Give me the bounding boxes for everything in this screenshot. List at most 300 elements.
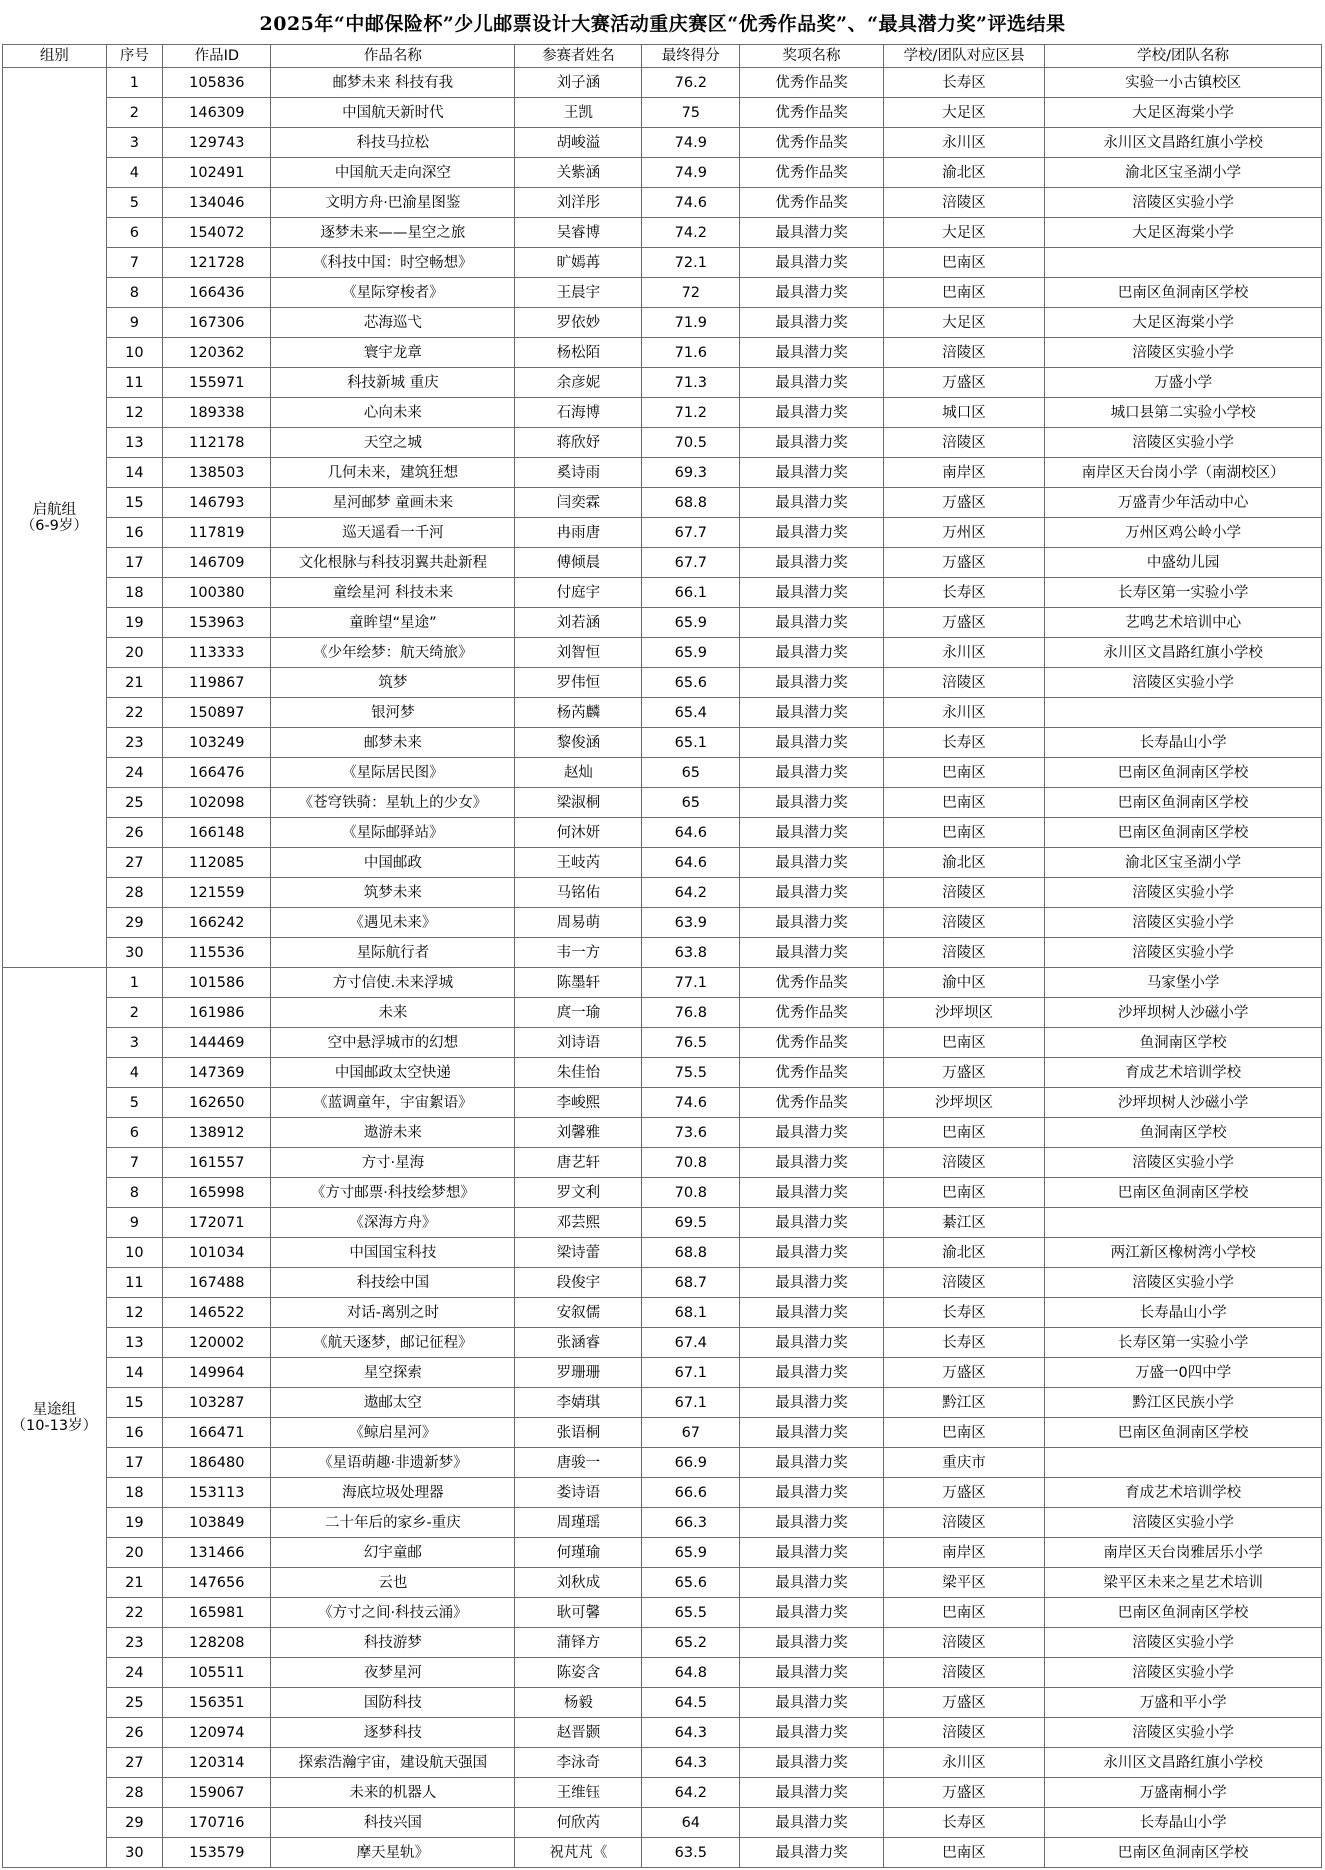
award-cell: 最具潜力奖 [740, 278, 884, 308]
seq-cell: 20 [106, 1538, 163, 1568]
district-cell: 万盛区 [883, 548, 1044, 578]
school-cell: 涪陵区实验小学 [1045, 908, 1322, 938]
seq-cell: 28 [106, 878, 163, 908]
table-row [3, 488, 1322, 518]
column-header-seq: 序号 [106, 45, 163, 68]
seq-cell: 6 [106, 1118, 163, 1148]
award-cell: 最具潜力奖 [740, 758, 884, 788]
table-row [3, 278, 1322, 308]
work-title-cell: 《科技中国：时空畅想》 [271, 248, 515, 278]
work-title-cell: 中国航天新时代 [271, 98, 515, 128]
score-cell: 68.8 [642, 1238, 740, 1268]
work-id-cell: 121559 [163, 878, 271, 908]
seq-cell: 15 [106, 1388, 163, 1418]
work-title-cell: 科技绘中国 [271, 1268, 515, 1298]
school-cell: 大足区海棠小学 [1045, 308, 1322, 338]
table-row [3, 938, 1322, 968]
participant-cell: 张涵睿 [515, 1328, 642, 1358]
participant-cell: 闫奕霖 [515, 488, 642, 518]
seq-cell: 20 [106, 638, 163, 668]
work-title-cell: 中国邮政 [271, 848, 515, 878]
seq-cell: 19 [106, 1508, 163, 1538]
seq-cell: 18 [106, 1478, 163, 1508]
award-cell: 最具潜力奖 [740, 1598, 884, 1628]
work-id-cell: 146709 [163, 548, 271, 578]
work-title-cell: 逐梦未来——星空之旅 [271, 218, 515, 248]
district-cell: 涪陵区 [883, 908, 1044, 938]
work-title-cell: 幻宇童邮 [271, 1538, 515, 1568]
work-title-cell: 中国航天走向深空 [271, 158, 515, 188]
seq-cell: 21 [106, 1568, 163, 1598]
participant-cell: 杨松陌 [515, 338, 642, 368]
table-row [3, 848, 1322, 878]
school-cell: 渝北区宝圣湖小学 [1045, 158, 1322, 188]
score-cell: 64.3 [642, 1748, 740, 1778]
district-cell: 长寿区 [883, 728, 1044, 758]
district-cell: 大足区 [883, 308, 1044, 338]
work-id-cell: 101586 [163, 968, 271, 998]
table-row [3, 1448, 1322, 1478]
table-row [3, 1778, 1322, 1808]
work-title-cell: 童眸望“星途” [271, 608, 515, 638]
header-row [3, 45, 1322, 68]
work-title-cell: 方寸信使.未来浮城 [271, 968, 515, 998]
district-cell: 大足区 [883, 218, 1044, 248]
work-id-cell: 166148 [163, 818, 271, 848]
participant-cell: 陈墨轩 [515, 968, 642, 998]
work-id-cell: 150897 [163, 698, 271, 728]
table-row [3, 1028, 1322, 1058]
score-cell: 76.8 [642, 998, 740, 1028]
participant-cell: 王岐芮 [515, 848, 642, 878]
participant-cell: 刘智恒 [515, 638, 642, 668]
seq-cell: 9 [106, 308, 163, 338]
work-id-cell: 120314 [163, 1748, 271, 1778]
school-cell: 艺鸣艺术培训中心 [1045, 608, 1322, 638]
participant-cell: 刘秋成 [515, 1568, 642, 1598]
seq-cell: 26 [106, 818, 163, 848]
school-cell: 巴南区鱼洞南区学校 [1045, 278, 1322, 308]
table-row [3, 1058, 1322, 1088]
score-cell: 63.5 [642, 1838, 740, 1868]
work-title-cell: 筑梦未来 [271, 878, 515, 908]
table-row [3, 698, 1322, 728]
seq-cell: 14 [106, 458, 163, 488]
participant-cell: 蒋欣妤 [515, 428, 642, 458]
work-title-cell: 天空之城 [271, 428, 515, 458]
award-cell: 最具潜力奖 [740, 1328, 884, 1358]
participant-cell: 罗依妙 [515, 308, 642, 338]
participant-cell: 罗珊珊 [515, 1358, 642, 1388]
participant-cell: 周瑾瑶 [515, 1508, 642, 1538]
work-title-cell: 摩天星轨》 [271, 1838, 515, 1868]
seq-cell: 14 [106, 1358, 163, 1388]
participant-cell: 黎俊涵 [515, 728, 642, 758]
score-cell: 76.5 [642, 1028, 740, 1058]
work-id-cell: 147656 [163, 1568, 271, 1598]
score-cell: 74.6 [642, 1088, 740, 1118]
school-cell [1045, 248, 1322, 278]
score-cell: 65 [642, 758, 740, 788]
district-cell: 涪陵区 [883, 188, 1044, 218]
school-cell: 涪陵区实验小学 [1045, 668, 1322, 698]
participant-cell: 邓芸熙 [515, 1208, 642, 1238]
school-cell: 巴南区鱼洞南区学校 [1045, 1598, 1322, 1628]
district-cell: 巴南区 [883, 1028, 1044, 1058]
district-cell: 涪陵区 [883, 1148, 1044, 1178]
district-cell: 綦江区 [883, 1208, 1044, 1238]
work-title-cell: 《鲸启星河》 [271, 1418, 515, 1448]
award-cell: 优秀作品奖 [740, 128, 884, 158]
work-title-cell: 探索浩瀚宇宙，建设航天强国 [271, 1748, 515, 1778]
work-title-cell: 未来 [271, 998, 515, 1028]
table-row [3, 68, 1322, 98]
participant-cell: 余彦妮 [515, 368, 642, 398]
award-cell: 最具潜力奖 [740, 1808, 884, 1838]
school-cell: 巴南区鱼洞南区学校 [1045, 1418, 1322, 1448]
score-cell: 63.8 [642, 938, 740, 968]
district-cell: 长寿区 [883, 1328, 1044, 1358]
award-cell: 最具潜力奖 [740, 938, 884, 968]
work-title-cell: 国防科技 [271, 1688, 515, 1718]
seq-cell: 27 [106, 1748, 163, 1778]
work-id-cell: 161557 [163, 1148, 271, 1178]
seq-cell: 17 [106, 548, 163, 578]
table-row [3, 998, 1322, 1028]
school-cell: 南岸区天台岗雅居乐小学 [1045, 1538, 1322, 1568]
score-cell: 65.9 [642, 638, 740, 668]
school-cell: 长寿晶山小学 [1045, 1298, 1322, 1328]
school-cell: 涪陵区实验小学 [1045, 878, 1322, 908]
participant-cell: 李峻熙 [515, 1088, 642, 1118]
seq-cell: 8 [106, 278, 163, 308]
school-cell: 永川区文昌路红旗小学校 [1045, 128, 1322, 158]
school-cell: 黔江区民族小学 [1045, 1388, 1322, 1418]
school-cell: 涪陵区实验小学 [1045, 1508, 1322, 1538]
table-row [3, 968, 1322, 998]
school-cell: 长寿区第一实验小学 [1045, 1328, 1322, 1358]
score-cell: 74.9 [642, 158, 740, 188]
award-cell: 最具潜力奖 [740, 1358, 884, 1388]
award-cell: 最具潜力奖 [740, 428, 884, 458]
table-row [3, 1688, 1322, 1718]
group-age-range: （10-13岁） [11, 1417, 98, 1434]
table-row [3, 668, 1322, 698]
seq-cell: 12 [106, 398, 163, 428]
score-cell: 67 [642, 1418, 740, 1448]
table-row [3, 368, 1322, 398]
seq-cell: 23 [106, 728, 163, 758]
district-cell: 涪陵区 [883, 668, 1044, 698]
work-id-cell: 153579 [163, 1838, 271, 1868]
table-row [3, 1598, 1322, 1628]
score-cell: 68.1 [642, 1298, 740, 1328]
column-header-work-id: 作品ID [163, 45, 271, 68]
work-title-cell: 未来的机器人 [271, 1778, 515, 1808]
work-id-cell: 102491 [163, 158, 271, 188]
work-id-cell: 117819 [163, 518, 271, 548]
award-cell: 最具潜力奖 [740, 1748, 884, 1778]
participant-cell: 吴睿博 [515, 218, 642, 248]
table-row [3, 1118, 1322, 1148]
seq-cell: 2 [106, 98, 163, 128]
score-cell: 64.3 [642, 1718, 740, 1748]
group-label [3, 968, 107, 1868]
table-row [3, 1418, 1322, 1448]
work-title-cell: 星空探索 [271, 1358, 515, 1388]
award-cell: 最具潜力奖 [740, 368, 884, 398]
score-cell: 71.9 [642, 308, 740, 338]
work-id-cell: 129743 [163, 128, 271, 158]
table-row [3, 1298, 1322, 1328]
score-cell: 76.2 [642, 68, 740, 98]
seq-cell: 24 [106, 1658, 163, 1688]
participant-cell: 张语桐 [515, 1418, 642, 1448]
work-title-cell: 二十年后的家乡-重庆 [271, 1508, 515, 1538]
work-title-cell: 筑梦 [271, 668, 515, 698]
work-title-cell: 《苍穹铁骑：星轨上的少女》 [271, 788, 515, 818]
school-cell: 渝北区宝圣湖小学 [1045, 848, 1322, 878]
participant-cell: 唐骏一 [515, 1448, 642, 1478]
participant-cell: 罗文利 [515, 1178, 642, 1208]
table-row [3, 398, 1322, 428]
participant-cell: 奚诗雨 [515, 458, 642, 488]
score-cell: 64.8 [642, 1658, 740, 1688]
work-id-cell: 186480 [163, 1448, 271, 1478]
score-cell: 65.5 [642, 1598, 740, 1628]
school-cell: 万盛南桐小学 [1045, 1778, 1322, 1808]
work-id-cell: 144469 [163, 1028, 271, 1058]
seq-cell: 25 [106, 1688, 163, 1718]
work-title-cell: 《遇见未来》 [271, 908, 515, 938]
work-title-cell: 空中悬浮城市的幻想 [271, 1028, 515, 1058]
seq-cell: 7 [106, 1148, 163, 1178]
score-cell: 71.2 [642, 398, 740, 428]
participant-cell: 赵晋颢 [515, 1718, 642, 1748]
work-title-cell: 《方寸邮票·科技绘梦想》 [271, 1178, 515, 1208]
work-id-cell: 165998 [163, 1178, 271, 1208]
group-label [3, 68, 107, 968]
work-id-cell: 119867 [163, 668, 271, 698]
award-cell: 最具潜力奖 [740, 608, 884, 638]
work-id-cell: 162650 [163, 1088, 271, 1118]
table-row [3, 1268, 1322, 1298]
school-cell: 涪陵区实验小学 [1045, 1718, 1322, 1748]
score-cell: 74.9 [642, 128, 740, 158]
participant-cell: 石海博 [515, 398, 642, 428]
seq-cell: 16 [106, 518, 163, 548]
school-cell: 巴南区鱼洞南区学校 [1045, 788, 1322, 818]
score-cell: 71.3 [642, 368, 740, 398]
seq-cell: 25 [106, 788, 163, 818]
score-cell: 65.1 [642, 728, 740, 758]
table-row [3, 548, 1322, 578]
seq-cell: 1 [106, 968, 163, 998]
work-title-cell: 《航天逐梦，邮记征程》 [271, 1328, 515, 1358]
participant-cell: 罗伟恒 [515, 668, 642, 698]
school-cell: 沙坪坝树人沙磁小学 [1045, 998, 1322, 1028]
school-cell: 鱼洞南区学校 [1045, 1028, 1322, 1058]
work-id-cell: 112085 [163, 848, 271, 878]
award-cell: 最具潜力奖 [740, 848, 884, 878]
participant-cell: 刘若涵 [515, 608, 642, 638]
school-cell: 鱼洞南区学校 [1045, 1118, 1322, 1148]
score-cell: 65.9 [642, 608, 740, 638]
seq-cell: 9 [106, 1208, 163, 1238]
seq-cell: 12 [106, 1298, 163, 1328]
school-cell [1045, 1208, 1322, 1238]
table-row [3, 308, 1322, 338]
group-name: 星途组 [32, 1401, 77, 1418]
district-cell: 巴南区 [883, 758, 1044, 788]
participant-cell: 何沐妍 [515, 818, 642, 848]
award-cell: 最具潜力奖 [740, 1238, 884, 1268]
district-cell: 沙坪坝区 [883, 998, 1044, 1028]
table-row [3, 1658, 1322, 1688]
work-title-cell: 《方寸之间·科技云涌》 [271, 1598, 515, 1628]
award-cell: 最具潜力奖 [740, 1718, 884, 1748]
seq-cell: 24 [106, 758, 163, 788]
district-cell: 长寿区 [883, 1808, 1044, 1838]
work-id-cell: 134046 [163, 188, 271, 218]
participant-cell: 王维钰 [515, 1778, 642, 1808]
work-id-cell: 147369 [163, 1058, 271, 1088]
participant-cell: 朱佳怡 [515, 1058, 642, 1088]
score-cell: 67.4 [642, 1328, 740, 1358]
school-cell: 万州区鸡公岭小学 [1045, 518, 1322, 548]
district-cell: 涪陵区 [883, 878, 1044, 908]
school-cell: 南岸区天台岗小学（南湖校区） [1045, 458, 1322, 488]
school-cell: 马家堡小学 [1045, 968, 1322, 998]
work-id-cell: 103287 [163, 1388, 271, 1418]
work-id-cell: 153963 [163, 608, 271, 638]
work-id-cell: 146793 [163, 488, 271, 518]
school-cell: 长寿区第一实验小学 [1045, 578, 1322, 608]
seq-cell: 2 [106, 998, 163, 1028]
school-cell: 永川区文昌路红旗小学校 [1045, 638, 1322, 668]
score-cell: 65.4 [642, 698, 740, 728]
work-id-cell: 167488 [163, 1268, 271, 1298]
award-cell: 最具潜力奖 [740, 398, 884, 428]
score-cell: 65.9 [642, 1538, 740, 1568]
work-id-cell: 170716 [163, 1808, 271, 1838]
award-cell: 最具潜力奖 [740, 488, 884, 518]
score-cell: 65.2 [642, 1628, 740, 1658]
seq-cell: 19 [106, 608, 163, 638]
district-cell: 涪陵区 [883, 1718, 1044, 1748]
district-cell: 涪陵区 [883, 938, 1044, 968]
award-cell: 最具潜力奖 [740, 668, 884, 698]
participant-cell: 刘诗语 [515, 1028, 642, 1058]
work-id-cell: 138912 [163, 1118, 271, 1148]
table-row [3, 1808, 1322, 1838]
seq-cell: 27 [106, 848, 163, 878]
table-row [3, 128, 1322, 158]
participant-cell: 冉雨唐 [515, 518, 642, 548]
seq-cell: 10 [106, 1238, 163, 1268]
participant-cell: 韦一方 [515, 938, 642, 968]
column-header-participant: 参赛者姓名 [515, 45, 642, 68]
school-cell: 万盛和平小学 [1045, 1688, 1322, 1718]
award-cell: 最具潜力奖 [740, 698, 884, 728]
school-cell: 涪陵区实验小学 [1045, 1628, 1322, 1658]
score-cell: 72.1 [642, 248, 740, 278]
table-row [3, 878, 1322, 908]
district-cell: 南岸区 [883, 458, 1044, 488]
school-cell: 涪陵区实验小学 [1045, 428, 1322, 458]
score-cell: 64.2 [642, 878, 740, 908]
seq-cell: 13 [106, 428, 163, 458]
work-title-cell: 邮梦未来 科技有我 [271, 68, 515, 98]
school-cell: 长寿晶山小学 [1045, 728, 1322, 758]
award-cell: 最具潜力奖 [740, 638, 884, 668]
school-cell [1045, 698, 1322, 728]
school-cell: 永川区文昌路红旗小学校 [1045, 1748, 1322, 1778]
work-title-cell: 逐梦科技 [271, 1718, 515, 1748]
results-table [2, 44, 1322, 1868]
participant-cell: 刘馨雅 [515, 1118, 642, 1148]
participant-cell: 梁淑桐 [515, 788, 642, 818]
work-title-cell: 夜梦星河 [271, 1658, 515, 1688]
district-cell: 巴南区 [883, 278, 1044, 308]
work-id-cell: 167306 [163, 308, 271, 338]
work-id-cell: 120002 [163, 1328, 271, 1358]
participant-cell: 庹一瑜 [515, 998, 642, 1028]
seq-cell: 29 [106, 1808, 163, 1838]
table-row [3, 518, 1322, 548]
work-id-cell: 103849 [163, 1508, 271, 1538]
award-cell: 优秀作品奖 [740, 1058, 884, 1088]
award-cell: 最具潜力奖 [740, 1628, 884, 1658]
participant-cell: 梁诗蕾 [515, 1238, 642, 1268]
award-cell: 最具潜力奖 [740, 1418, 884, 1448]
district-cell: 涪陵区 [883, 1658, 1044, 1688]
score-cell: 65.6 [642, 668, 740, 698]
school-cell: 沙坪坝树人沙磁小学 [1045, 1088, 1322, 1118]
work-title-cell: 《蓝调童年，宇宙絮语》 [271, 1088, 515, 1118]
participant-cell: 祝芃芃《 [515, 1838, 642, 1868]
score-cell: 67.7 [642, 548, 740, 578]
participant-cell: 何欣芮 [515, 1808, 642, 1838]
score-cell: 70.8 [642, 1178, 740, 1208]
district-cell: 万盛区 [883, 488, 1044, 518]
school-cell: 巴南区鱼洞南区学校 [1045, 818, 1322, 848]
page-title: 2025年“中邮保险杯”少儿邮票设计大赛活动重庆赛区“优秀作品奖”、“最具潜力奖”评选结果 [259, 13, 1066, 35]
table-row [3, 578, 1322, 608]
participant-cell: 陈姿含 [515, 1658, 642, 1688]
district-cell: 万盛区 [883, 1358, 1044, 1388]
participant-cell: 马铭佑 [515, 878, 642, 908]
award-cell: 最具潜力奖 [740, 578, 884, 608]
seq-cell: 11 [106, 368, 163, 398]
table-row [3, 1388, 1322, 1418]
work-id-cell: 156351 [163, 1688, 271, 1718]
award-cell: 最具潜力奖 [740, 248, 884, 278]
work-id-cell: 102098 [163, 788, 271, 818]
school-cell: 大足区海棠小学 [1045, 98, 1322, 128]
group-age-range: （6-9岁） [20, 517, 88, 534]
district-cell: 长寿区 [883, 1298, 1044, 1328]
work-title-cell: 方寸·星海 [271, 1148, 515, 1178]
seq-cell: 22 [106, 1598, 163, 1628]
work-title-cell: 邮梦未来 [271, 728, 515, 758]
work-id-cell: 166476 [163, 758, 271, 788]
table-row [3, 1208, 1322, 1238]
seq-cell: 13 [106, 1328, 163, 1358]
award-cell: 最具潜力奖 [740, 1658, 884, 1688]
district-cell: 南岸区 [883, 1538, 1044, 1568]
award-cell: 最具潜力奖 [740, 1688, 884, 1718]
